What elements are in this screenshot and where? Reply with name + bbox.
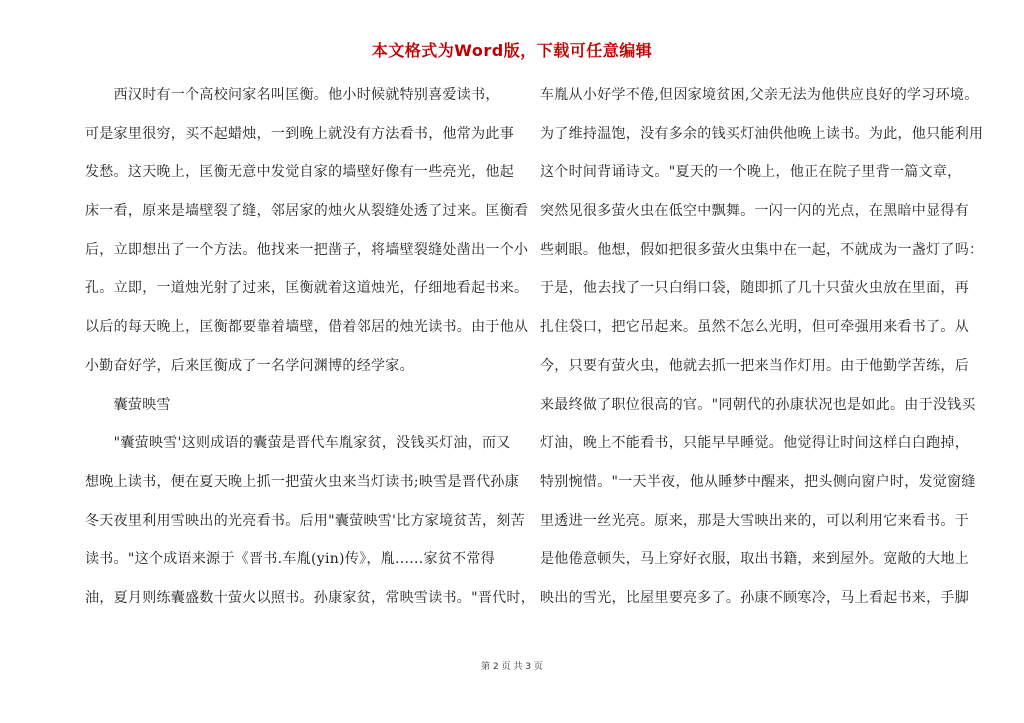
text-line: 小勤奋好学，后来匡衡成了一名学问渊博的经学家。 [85,357,414,374]
right-text-column [540,80,984,622]
document-banner: 本文格式为Word版，下载可任意编辑 [371,41,653,60]
text-line: 床一看，原来是墙壁裂了缝，邻居家的烛火从裂缝处透了过来。匡衡看 [85,203,529,220]
text-line: 特别惋惜。"一天半夜，他从睡梦中醒来，把头侧向窗户时，发觉窗缝 [540,473,976,490]
text-line: 为了维持温饱，没有多余的钱买灯油供他晚上读书。为此，他只能利用 [540,125,984,142]
text-line: 来最终做了职位很高的官。"同朝代的孙康状况也是如此。由于没钱买 [540,396,976,413]
text-line: 孔。立即，一道烛光射了过来，匡衡就着这道烛光，仔细地看起书来。 [85,280,529,297]
text-line: 可是家里很穷，买不起蜡烛，一到晚上就没有方法看书，他常为此事 [85,125,514,142]
text-line: 油，夏月则练囊盛数十萤火以照书。孙康家贫，常映雪读书。"晋代时， [85,589,536,606]
text-line: 这个时间背诵诗文。"夏天的一个晚上，他正在院子里背一篇文章， [540,164,962,181]
text-line: 今，只要有萤火虫，他就去抓一把来当作灯用。由于他勤学苦练，后 [540,357,969,374]
text-line: 以后的每天晚上，匡衡都要靠着墙壁，借着邻居的烛光读书。由于他从 [85,319,529,336]
text-line: "囊萤映雪'这则成语的囊萤是晋代车胤家贫，没钱买灯油，而又 [85,435,511,452]
text-line: 里透进一丝光亮。原来，那是大雪映出来的，可以利用它来看书。于 [540,512,969,529]
page-number: 第 2 页 共 3 页 [481,662,543,672]
text-line: 突然见很多萤火虫在低空中飘舞。一闪一闪的光点，在黑暗中显得有 [540,203,969,220]
text-line: 灯油，晚上不能看书，只能早早睡觉。他觉得让时间这样白白跑掉， [540,435,969,452]
text-line: 读书。"这个成语来源于《晋书.车胤(yin)传》，胤......家贫不常得 [85,551,496,568]
text-line: 西汉时有一个高校问家名叫匡衡。他小时候就特别喜爱读书， [85,87,500,103]
text-line: 映出的雪光，比屋里要亮多了。孙康不顾寒冷，马上看起书来，手脚 [540,589,969,606]
text-line: 车胤从小好学不倦,但因家境贫困,父亲无法为他供应良好的学习环境。 [540,87,979,103]
text-line: 后，立即想出了一个方法。他找来一把凿子，将墙壁裂缝处凿出一个小 [85,241,529,258]
section-heading: 囊萤映雪 [85,396,171,413]
text-line: 于是，他去找了一只白绢口袋，随即抓了几十只萤火虫放在里面，再 [540,280,969,297]
text-line: 发愁。这天晚上，匡衡无意中发觉自家的墙壁好像有一些亮光，他起 [85,164,514,181]
text-line: 冬天夜里利用雪映出的光亮看书。后用"囊萤映雪'比方家境贫苦，刻苦 [85,512,525,529]
left-text-column [85,80,536,622]
text-line: 想晚上读书，便在夏天晚上抓一把萤火虫来当灯读书;映雪是晋代孙康 [85,473,520,490]
text-line: 些刺眼。他想，假如把很多萤火虫集中在一起，不就成为一盏灯了吗： [540,241,984,258]
text-line: 扎住袋口，把它吊起来。虽然不怎么光明，但可牵强用来看书了。从 [540,319,969,336]
text-line: 是他倦意顿失，马上穿好衣服，取出书籍，来到屋外。宽敞的大地上 [540,551,969,568]
